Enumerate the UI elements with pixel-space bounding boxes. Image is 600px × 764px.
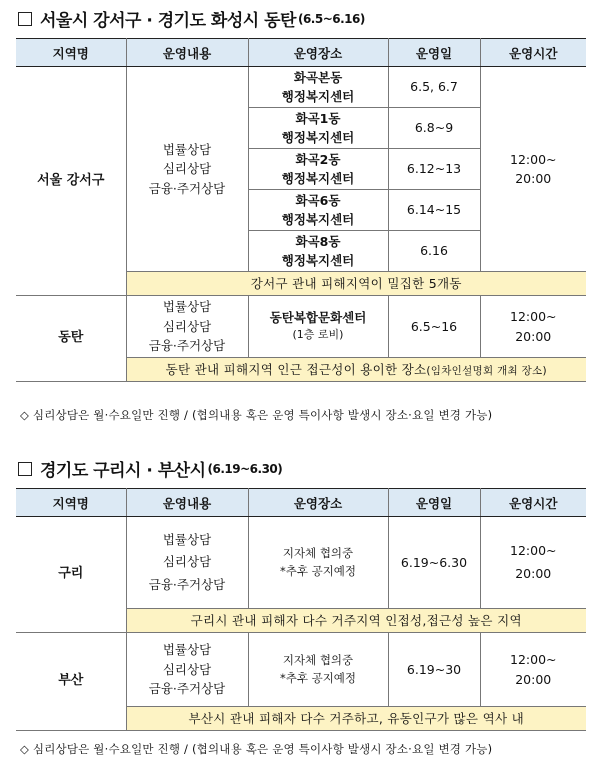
place-name: 행정복지센터 xyxy=(281,171,355,186)
header-region: 지역명 xyxy=(16,489,126,517)
header-place: 운영장소 xyxy=(248,39,388,67)
table-row xyxy=(16,67,586,108)
content-line: 법률상담 xyxy=(162,642,212,658)
content-line: 심리상담 xyxy=(162,661,212,677)
place-name: 행정복지센터 xyxy=(281,89,355,104)
place-name: 화곡2동 xyxy=(295,151,341,167)
place-name: 화곡1동 xyxy=(295,110,341,126)
place-name: 행정복지센터 xyxy=(281,212,355,227)
content-line: 금융·주거상담 xyxy=(148,180,226,196)
header-content: 운영내용 xyxy=(126,489,248,517)
region-cell: 서울 강서구 xyxy=(16,67,126,296)
date-cell: 6.16 xyxy=(388,231,480,272)
place-cell xyxy=(248,108,388,149)
checkbox-square-icon xyxy=(18,12,32,26)
place-cell xyxy=(248,67,388,108)
section2-title-text: 경기도 구리시 · 부산시 xyxy=(40,461,206,481)
place-cell xyxy=(248,149,388,190)
time-line: 20:00 xyxy=(515,171,552,186)
place-name: 동탄복합문화센터 xyxy=(269,309,367,325)
header-time: 운영시간 xyxy=(480,39,586,67)
place-name: 행정복지센터 xyxy=(281,253,355,268)
section1-title xyxy=(18,6,365,31)
content-cell xyxy=(126,296,248,358)
header-date: 운영일 xyxy=(388,39,480,67)
time-line: 12:00~ xyxy=(510,543,557,558)
section2-period: (6.19~6.30) xyxy=(207,461,283,476)
table-row xyxy=(16,633,586,707)
content-line: 금융·주거상담 xyxy=(148,338,226,354)
time-cell xyxy=(480,296,586,358)
content-line: 법률상담 xyxy=(162,141,212,157)
section2-table xyxy=(16,488,586,731)
section2-title xyxy=(18,456,282,481)
section1-table xyxy=(16,38,586,382)
region-cell: 부산 xyxy=(16,633,126,731)
section1-title-text: 서울시 강서구 · 경기도 화성시 동탄 xyxy=(40,11,296,31)
note-text: 동탄 관내 피해지역 인근 접근성이 용이한 장소 xyxy=(165,361,427,377)
note-small-text: (임차인설명회 개최 장소) xyxy=(426,364,547,377)
header-content: 운영내용 xyxy=(126,39,248,67)
place-cell xyxy=(248,231,388,272)
header-region: 지역명 xyxy=(16,39,126,67)
place-name: 화곡8동 xyxy=(295,233,341,249)
section1-period: (6.5~6.16) xyxy=(297,11,365,26)
table-row xyxy=(16,517,586,609)
checkbox-square-icon xyxy=(18,462,32,476)
place-name: 화곡본동 xyxy=(293,69,343,85)
place-line: *추후 공지예정 xyxy=(279,563,357,578)
place-line: 지자체 협의중 xyxy=(282,652,354,667)
date-cell: 6.12~13 xyxy=(388,149,480,190)
date-cell: 6.5~16 xyxy=(388,296,480,358)
content-line: 심리상담 xyxy=(162,554,212,570)
place-sub: (1층 로비) xyxy=(292,328,344,342)
table-header-row xyxy=(16,489,586,517)
content-cell xyxy=(126,67,248,272)
note-cell: 구리시 관내 피해자 다수 거주지역 인접성,접근성 높은 지역 xyxy=(126,609,586,633)
content-line: 금융·주거상담 xyxy=(148,576,226,592)
date-cell: 6.8~9 xyxy=(388,108,480,149)
content-line: 법률상담 xyxy=(162,531,212,547)
date-cell: 6.14~15 xyxy=(388,190,480,231)
content-line: 심리상담 xyxy=(162,161,212,177)
header-place: 운영장소 xyxy=(248,489,388,517)
time-line: 12:00~ xyxy=(510,151,557,167)
table-row xyxy=(16,296,586,358)
region-cell: 구리 xyxy=(16,517,126,633)
region-cell: 동탄 xyxy=(16,296,126,382)
time-line: 20:00 xyxy=(515,671,552,687)
place-line: 지자체 협의중 xyxy=(282,545,354,560)
time-line: 20:00 xyxy=(515,328,552,344)
date-cell: 6.19~30 xyxy=(388,633,480,707)
content-line: 법률상담 xyxy=(162,299,212,315)
content-line: 심리상담 xyxy=(162,318,212,334)
date-cell: 6.5, 6.7 xyxy=(388,67,480,108)
time-line: 12:00~ xyxy=(510,309,557,325)
header-date: 운영일 xyxy=(388,489,480,517)
place-line: *추후 공지예정 xyxy=(279,670,357,685)
time-cell xyxy=(480,633,586,707)
time-cell xyxy=(480,67,586,272)
time-cell xyxy=(480,517,586,609)
place-name: 행정복지센터 xyxy=(281,130,355,145)
place-name: 화곡6동 xyxy=(295,192,341,208)
note-cell: 부산시 관내 피해자 다수 거주하고, 유동인구가 많은 역사 내 xyxy=(126,707,586,731)
place-cell xyxy=(248,296,388,358)
content-line: 금융·주거상담 xyxy=(148,681,226,697)
section2-footnote: ◇ 심리상담은 월·수요일만 진행 / (협의내용 혹은 운영 특이사항 발생시 장소·요일 변경 가능) xyxy=(20,742,493,756)
table-header-row xyxy=(16,39,586,67)
place-cell xyxy=(248,190,388,231)
content-cell xyxy=(126,633,248,707)
date-cell: 6.19~6.30 xyxy=(388,517,480,609)
note-cell: 강서구 관내 피해지역이 밀집한 5개동 xyxy=(126,272,586,296)
section1-footnote: ◇ 심리상담은 월·수요일만 진행 / (협의내용 혹은 운영 특이사항 발생시 장소·요일 변경 가능) xyxy=(20,408,493,422)
note-cell xyxy=(126,358,586,382)
content-cell xyxy=(126,517,248,609)
time-line: 20:00 xyxy=(515,565,552,581)
place-cell xyxy=(248,633,388,707)
place-cell xyxy=(248,517,388,609)
header-time: 운영시간 xyxy=(480,489,586,517)
time-line: 12:00~ xyxy=(510,652,557,668)
